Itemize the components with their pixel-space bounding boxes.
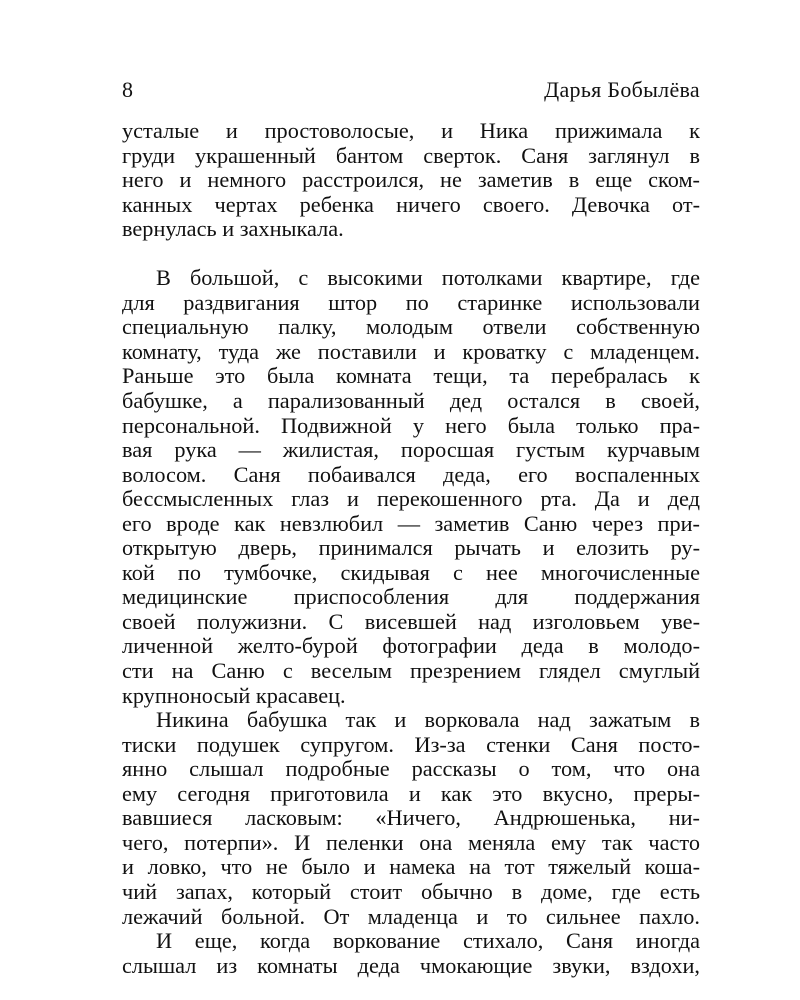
text-line: вернулась и захныкала. (122, 217, 344, 242)
text-line: специальную палку, молодым отвели собственную (122, 315, 700, 340)
text-line: бабушке, а парализованный дед остался в своей, (122, 389, 700, 414)
text-line: ему сегодня приготовила и как это вкусно, преры- (122, 781, 700, 806)
text-line: своей полужизни. С висевшей над изголовьем уве- (122, 609, 700, 634)
text-line: него и немного расстроился, не заметив в еще ском- (122, 168, 700, 193)
text-line: усталые и простоволосые, и Ника прижимала к (122, 119, 700, 143)
text-line: лежачий больной. От младенца и то сильнее пахло. (122, 904, 700, 929)
page-number: 8 (122, 77, 133, 102)
text-line: и ловко, что не было и намека на тот тяжелый коша- (122, 855, 700, 880)
text-line: для раздвигания штор по старинке использовали (122, 290, 700, 315)
text-line: В большой, с высокими потолками квартире, где (156, 266, 700, 291)
book-page (122, 76, 700, 978)
text-line: канных чертах ребенка ничего своего. Девочка от- (122, 192, 700, 217)
body-text (122, 119, 700, 978)
text-line: Никина бабушка так и ворковала над зажатым в (156, 708, 700, 733)
text-line: чий запах, который стоит обычно в доме, где есть (122, 879, 700, 904)
text-line: тиски подушек супругом. Из-за стенки Саня посто- (122, 732, 700, 757)
running-title: Дарья Бобылёва (544, 77, 700, 102)
text-line: Раньше это была комната тещи, та перебралась к (122, 364, 700, 389)
paragraph-gap (122, 242, 700, 267)
text-line: бессмысленных глаз и перекошенного рта. Да и дед (122, 487, 700, 512)
text-line: слышал из комнаты деда чмокающие звуки, вздохи, (122, 953, 700, 978)
text-line: открытую дверь, принимался рычать и елозить ру- (122, 536, 700, 561)
page-header (122, 76, 700, 110)
text-line: крупноносый красавец. (122, 683, 346, 708)
text-line: медицинские приспособления для поддержания (122, 585, 700, 610)
text-line: вавшиеся ласковым: «Ничего, Андрюшенька, ни- (122, 806, 700, 831)
text-line: комнату, туда же поставили и кроватку с младенцем. (122, 339, 700, 364)
text-line: груди украшенный бантом сверток. Саня заглянул в (122, 143, 700, 168)
text-line: янно слышал подробные рассказы о том, что она (122, 757, 700, 782)
text-line: кой по тумбочке, скидывая с нее многочисленные (122, 560, 700, 585)
text-line: чего, потерпи». И пеленки она меняла ему так часто (122, 830, 700, 855)
text-line: персональной. Подвижной у него была только пра- (122, 413, 700, 438)
text-line: вая рука — жилистая, поросшая густым курчавым (122, 438, 700, 463)
text-line: сти на Саню с веселым презрением глядел смуглый (122, 659, 700, 684)
text-line: личенной желто-бурой фотографии деда в молодо- (122, 634, 700, 659)
text-line: волосом. Саня побаивался деда, его воспаленных (122, 462, 700, 487)
text-line: И еще, когда воркование стихало, Саня иногда (156, 929, 700, 954)
text-line: его вроде как невзлюбил — заметив Саню через при- (122, 511, 700, 536)
